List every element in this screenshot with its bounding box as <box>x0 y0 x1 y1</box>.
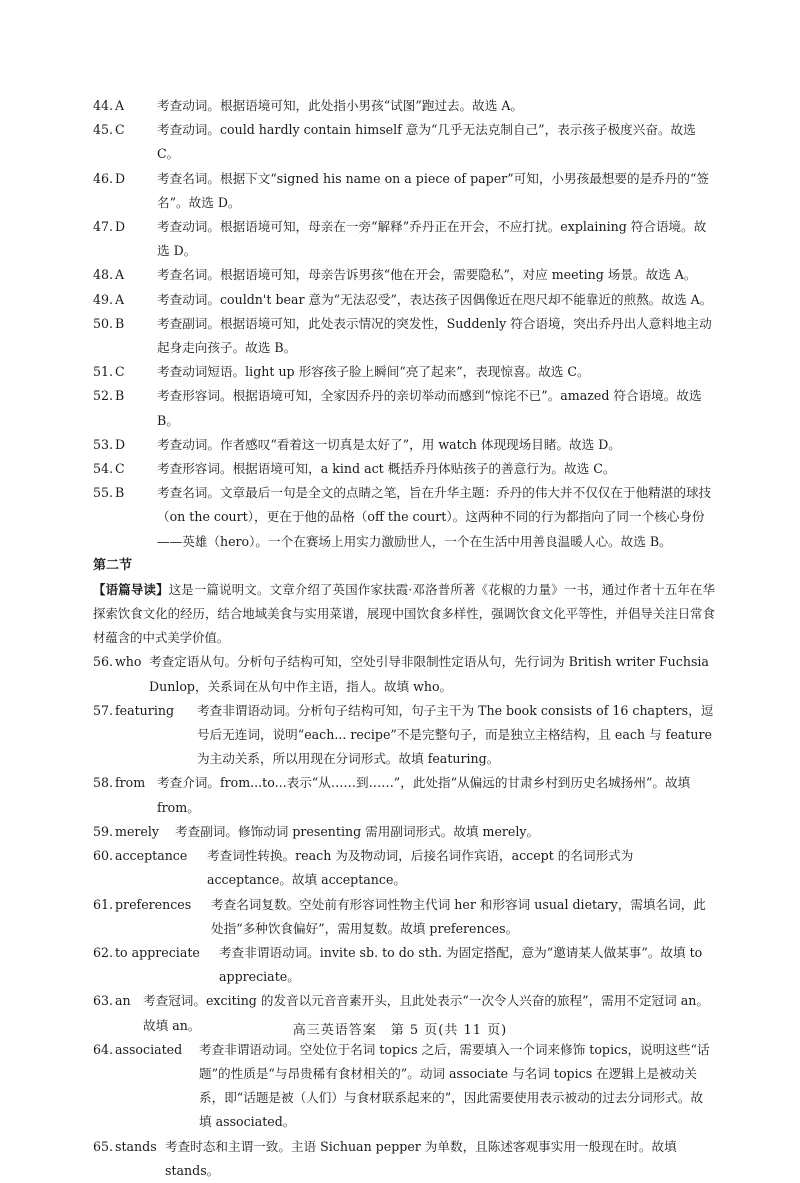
answer-explanation: 考查词性转换。reach 为及物动词，后接名词作宾语，accept 的名词形式为 acceptance。故填 acceptance。 <box>207 848 638 888</box>
answer-choice: C <box>115 364 125 380</box>
answer-explanation: 考查动词。couldn't bear 意为“无法忍受”，表达孩子因偶像近在咫尺却不能靠近的煎熬。故选 A。 <box>157 291 713 307</box>
answer-item-59 <box>93 820 715 844</box>
question-number: 58. <box>93 775 114 791</box>
answer-choice: C <box>115 122 125 138</box>
answer-explanation: 考查名词复数。空处前有形容词性物主代词 her 和形容词 usual dietary，需填名词，此处指“多种饮食偏好”，需用复数。故填 preferences。 <box>211 896 706 936</box>
answer-item-64 <box>93 1038 715 1135</box>
answer-explanation: 考查动词短语。light up 形容孩子脸上瞬间“亮了起来”，表现惊喜。故选 C。 <box>157 364 590 380</box>
page-footer: 高三英语答案 第 5 页(共 11 页) <box>292 1023 508 1038</box>
question-number: 54. <box>93 461 114 477</box>
answer-choice: A <box>115 267 125 283</box>
answer-explanation: 考查非谓语动词。空处位于名词 topics 之后，需要填入一个词来修饰 topics，说明这些“话题”的性质是“与昂贵稀有食材相关的”。动词 associate 与名词 topics 在逻辑上是被动关系，即“话题是被（人们）与食材联系起来的”，因此需要使用表示被动的过去分词形式。故填 associated。 <box>199 1041 710 1130</box>
question-number: 52. <box>93 388 114 404</box>
question-number: 55. <box>93 485 114 501</box>
answer-item-56 <box>93 650 715 698</box>
answer-choice: B <box>115 388 125 404</box>
answer-item-54 <box>93 457 715 481</box>
guide-tag: 【语篇导读】 <box>93 581 169 597</box>
answer-item-51 <box>93 360 715 384</box>
part-two-answers <box>93 650 715 1182</box>
answer-explanation: 考查非谓语动词。invite sb. to do sth. 为固定搭配，意为“邀请某人做某事”。故填 to appreciate。 <box>219 944 707 985</box>
answer-choice: D <box>115 219 126 235</box>
answer-explanation: 考查介词。from...to...表示“从……到……”，此处指“从偏远的甘肃乡村到历史名城扬州”。故填 from。 <box>157 775 695 815</box>
answer-explanation: 考查动词。could hardly contain himself 意为“几乎无法克制自己”，表示孩子极度兴奋。故选 C。 <box>157 122 700 162</box>
question-number: 48. <box>93 267 114 283</box>
answer-choice: B <box>115 485 125 501</box>
answer-item-49 <box>93 288 715 312</box>
answer-item-50 <box>93 312 715 360</box>
answer-explanation: 考查定语从句。分析句子结构可知，空处引导非限制性定语从句，先行词为 British writer Fuchsia Dunlop，关系词在从句中作主语，指人。故填 who。 <box>149 654 713 694</box>
question-number: 62. <box>93 944 114 960</box>
answer-word: stands <box>115 1138 157 1154</box>
answer-explanation: 考查时态和主谓一致。主语 Sichuan pepper 为单数，且陈述客观事实用一般现在时。故填 stands。 <box>165 1138 681 1178</box>
answer-word: acceptance <box>115 848 188 864</box>
question-number: 57. <box>93 702 114 718</box>
question-number: 47. <box>93 219 114 235</box>
answer-item-45 <box>93 118 715 166</box>
answer-explanation: 考查动词。作者感叹“看着这一切真是太好了”，用 watch 体现现场目睹。故选 D。 <box>157 436 621 452</box>
question-number: 63. <box>93 993 114 1009</box>
answer-word: preferences <box>115 896 192 912</box>
answer-explanation: 考查形容词。根据语境可知，a kind act 概括乔丹体贴孩子的善意行为。故选 C。 <box>157 461 616 477</box>
answer-word: from <box>115 775 146 791</box>
answer-item-55 <box>93 481 715 554</box>
answer-item-61 <box>93 893 715 941</box>
question-number: 46. <box>93 170 114 186</box>
answer-item-57 <box>93 699 715 772</box>
answer-item-60 <box>93 844 715 892</box>
answer-item-44 <box>93 94 715 118</box>
question-number: 44. <box>93 98 114 113</box>
answer-choice: C <box>115 461 125 477</box>
section-heading: 第二节 <box>93 557 133 573</box>
question-number: 53. <box>93 436 114 452</box>
question-number: 49. <box>93 291 114 307</box>
answer-choice: B <box>115 315 125 331</box>
question-number: 50. <box>93 315 114 331</box>
answer-item-65 <box>93 1135 715 1183</box>
answer-word: featuring <box>115 702 175 718</box>
part-one-answers <box>93 94 715 554</box>
answer-word: to appreciate <box>115 944 200 960</box>
question-number: 60. <box>93 848 114 864</box>
answer-item-47 <box>93 215 715 263</box>
answer-explanation: 考查名词。文章最后一句是全文的点睛之笔，旨在升华主题：乔丹的伟大并不仅仅在于他精湛的球技（on the court），更在于他的品格（off the court）。这两种不同的行为都指向了同一个核心身份——英雄（hero）。一个在赛场上用实力激励世人，一个在生活中用善良温暖人心。故选 B。 <box>157 485 712 549</box>
answer-word: merely <box>115 823 160 839</box>
answer-item-62 <box>93 941 715 989</box>
question-number: 64. <box>93 1041 114 1057</box>
guide-text: 这是一篇说明文。文章介绍了英国作家扶霞·邓洛普所著《花椒的力量》一书，通过作者十五年在华探索饮食文化的经历，结合地域美食与实用菜谱，展现中国饮食多样性，强调饮食文化平等性，并倡导关注日常食材蕴含的中式美学价值。 <box>93 581 715 646</box>
question-number: 65. <box>93 1138 114 1154</box>
answer-explanation: 考查冠词。exciting 的发音以元音音素开头，且此处表示“一次令人兴奋的旅程”，需用不定冠词 an。故填 an。 <box>143 993 709 1033</box>
answer-item-46 <box>93 167 715 215</box>
answer-item-48 <box>93 263 715 287</box>
question-number: 45. <box>93 122 114 138</box>
answer-word: who <box>115 654 142 670</box>
answer-word: associated <box>115 1041 183 1057</box>
answer-item-58 <box>93 771 715 819</box>
answer-explanation: 考查动词。根据语境可知，母亲在一旁“解释”乔丹正在开会，不应打扰。explaining 符合语境。故选 D。 <box>157 219 707 259</box>
question-number: 56. <box>93 654 114 670</box>
passage-guide <box>93 578 715 651</box>
answer-choice: D <box>115 436 126 452</box>
question-number: 61. <box>93 896 114 912</box>
answer-explanation: 考查动词。根据语境可知，此处指小男孩“试图”跑过去。故选 A。 <box>157 98 524 113</box>
answer-item-53 <box>93 433 715 457</box>
answer-explanation: 考查副词。修饰动词 presenting 需用副词形式。故填 merely。 <box>175 823 540 839</box>
answer-word: an <box>115 993 131 1009</box>
answer-choice: A <box>115 98 125 113</box>
question-number: 59. <box>93 823 114 839</box>
answer-explanation: 考查名词。根据下文“signed his name on a piece of paper”可知，小男孩最想要的是乔丹的“签名”。故选 D。 <box>157 170 709 210</box>
answer-explanation: 考查名词。根据语境可知，母亲告诉男孩“他在开会，需要隐私”，对应 meeting 场景。故选 A。 <box>157 267 697 283</box>
question-number: 51. <box>93 364 114 380</box>
answer-explanation: 考查形容词。根据语境可知，全家因乔丹的亲切举动而感到“惊诧不已”。amazed 符合语境。故选 B。 <box>157 388 706 428</box>
answer-explanation: 考查非谓语动词。分析句子结构可知，句子主干为 The book consists of 16 chapters，逗号后无连词，说明“each... recipe”不是完整句子，而是独立主格结构，且 each 与 feature 为主动关系，所以用现在分词形式。故填 featuring。 <box>197 702 716 767</box>
answer-choice: A <box>115 291 125 307</box>
answer-explanation: 考查副词。根据语境可知，此处表示情况的突发性，Suddenly 符合语境，突出乔丹出人意料地主动起身走向孩子。故选 B。 <box>157 315 712 356</box>
answer-choice: D <box>115 170 126 186</box>
answer-item-52 <box>93 384 715 432</box>
